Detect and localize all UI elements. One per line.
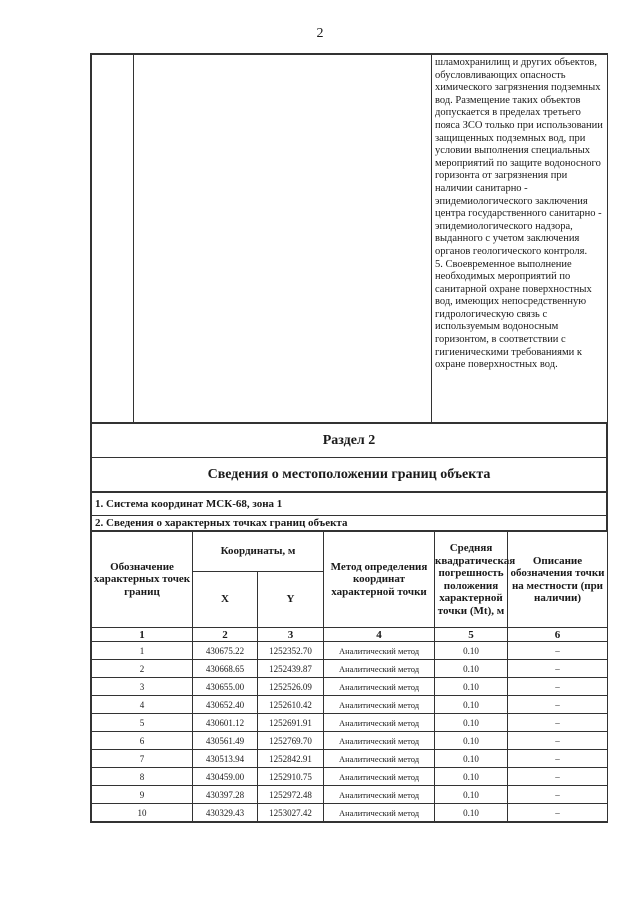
coord-x: 430601.12 [193, 714, 258, 732]
table-row [92, 714, 608, 732]
point-number: 10 [92, 804, 193, 822]
continuation-paragraph-2: 5. Своевременное выполнение необходимых мероприятий по санитарной охране поверхностных вод, имеющих непосредственную гидрологическую связь с используемым водоносным горизонтом, в соответствии с гигиеническими требованиями к охране поверхностных вод. [435, 258, 592, 371]
point-number: 4 [92, 696, 193, 714]
section-header-table [91, 423, 607, 492]
coord-y: 1252691.91 [258, 714, 324, 732]
coord-x: 430329.43 [193, 804, 258, 822]
description: – [508, 768, 608, 786]
mt-error: 0.10 [435, 786, 508, 804]
continuation-col-2 [134, 55, 432, 423]
description: – [508, 804, 608, 822]
mt-error: 0.10 [435, 768, 508, 786]
coord-x: 430668.65 [193, 660, 258, 678]
description: – [508, 696, 608, 714]
point-number: 2 [92, 660, 193, 678]
table-row [92, 678, 608, 696]
method: Аналитический метод [324, 678, 435, 696]
description: – [508, 750, 608, 768]
method: Аналитический метод [324, 732, 435, 750]
method: Аналитический метод [324, 786, 435, 804]
header-error: Средняя квадратическая погрешность положения характерной точки (Mt), м [435, 532, 508, 628]
coord-y: 1252352.70 [258, 642, 324, 660]
table-row [92, 750, 608, 768]
coord-y: 1252769.70 [258, 732, 324, 750]
table-row [92, 696, 608, 714]
coordinates-body [92, 642, 608, 822]
point-number: 9 [92, 786, 193, 804]
table-row [92, 732, 608, 750]
header-x: X [193, 572, 258, 628]
method: Аналитический метод [324, 714, 435, 732]
coord-system-table [91, 492, 607, 531]
col-number: 1 [92, 628, 193, 642]
coord-y: 1253027.42 [258, 804, 324, 822]
coord-y: 1252439.87 [258, 660, 324, 678]
mt-error: 0.10 [435, 660, 508, 678]
coord-y: 1252972.48 [258, 786, 324, 804]
method: Аналитический метод [324, 696, 435, 714]
coord-y: 1252842.91 [258, 750, 324, 768]
mt-error: 0.10 [435, 678, 508, 696]
mt-error: 0.10 [435, 714, 508, 732]
coord-y: 1252610.42 [258, 696, 324, 714]
method: Аналитический метод [324, 660, 435, 678]
section-subtitle: Сведения о местоположении границ объекта [92, 458, 607, 492]
table-row [92, 642, 608, 660]
continuation-text-cell [432, 55, 608, 423]
coord-x: 430561.49 [193, 732, 258, 750]
section-title: Раздел 2 [92, 424, 607, 458]
coord-y: 1252910.75 [258, 768, 324, 786]
method: Аналитический метод [324, 642, 435, 660]
description: – [508, 660, 608, 678]
method: Аналитический метод [324, 768, 435, 786]
col-number: 3 [258, 628, 324, 642]
point-number: 7 [92, 750, 193, 768]
continuation-col-1 [92, 55, 134, 423]
point-number: 1 [92, 642, 193, 660]
mt-error: 0.10 [435, 804, 508, 822]
table-row [92, 768, 608, 786]
point-number: 3 [92, 678, 193, 696]
header-designation: Обозначение характерных точек границ [92, 532, 193, 628]
mt-error: 0.10 [435, 750, 508, 768]
points-heading: 2. Сведения о характерных точках границ объекта [92, 516, 607, 531]
description: – [508, 714, 608, 732]
table-row [92, 804, 608, 822]
description: – [508, 678, 608, 696]
mt-error: 0.10 [435, 642, 508, 660]
col-number: 5 [435, 628, 508, 642]
method: Аналитический метод [324, 804, 435, 822]
table-row [92, 786, 608, 804]
coord-x: 430675.22 [193, 642, 258, 660]
description: – [508, 642, 608, 660]
document-table-frame [90, 53, 608, 823]
continuation-table [91, 54, 608, 423]
coordinates-table [91, 531, 608, 822]
header-coords: Координаты, м [193, 532, 324, 572]
header-y: Y [258, 572, 324, 628]
coord-x: 430513.94 [193, 750, 258, 768]
coord-x: 430397.28 [193, 786, 258, 804]
description: – [508, 786, 608, 804]
point-number: 5 [92, 714, 193, 732]
coord-x: 430652.40 [193, 696, 258, 714]
point-number: 6 [92, 732, 193, 750]
header-method: Метод определения координат характерной точки [324, 532, 435, 628]
header-description: Описание обозначения точки на местности (при наличии) [508, 532, 608, 628]
coord-y: 1252526.09 [258, 678, 324, 696]
method: Аналитический метод [324, 750, 435, 768]
page-number: 2 [316, 26, 324, 41]
description: – [508, 732, 608, 750]
table-row [92, 660, 608, 678]
coord-x: 430655.00 [193, 678, 258, 696]
continuation-paragraph-1: шламохранилищ и других объектов, обусловливающих опасность химического загрязнения подземных вод. Размещение таких объектов допускается в пределах третьего пояса ЗСО только при использовании защищенных подземных вод, при условии выполнения специальных мероприятий по защите водоносного горизонта от загрязнения при наличии санитарно - эпидемиологического заключения центра государственного санитарно - эпидемиологического надзора, выданного с учетом заключения органов геологического контроля. [435, 57, 603, 257]
mt-error: 0.10 [435, 732, 508, 750]
column-number-row [92, 628, 608, 642]
coord-x: 430459.00 [193, 768, 258, 786]
col-number: 2 [193, 628, 258, 642]
col-number: 6 [508, 628, 608, 642]
mt-error: 0.10 [435, 696, 508, 714]
col-number: 4 [324, 628, 435, 642]
point-number: 8 [92, 768, 193, 786]
coord-system-line: 1. Система координат МСК-68, зона 1 [92, 493, 607, 516]
